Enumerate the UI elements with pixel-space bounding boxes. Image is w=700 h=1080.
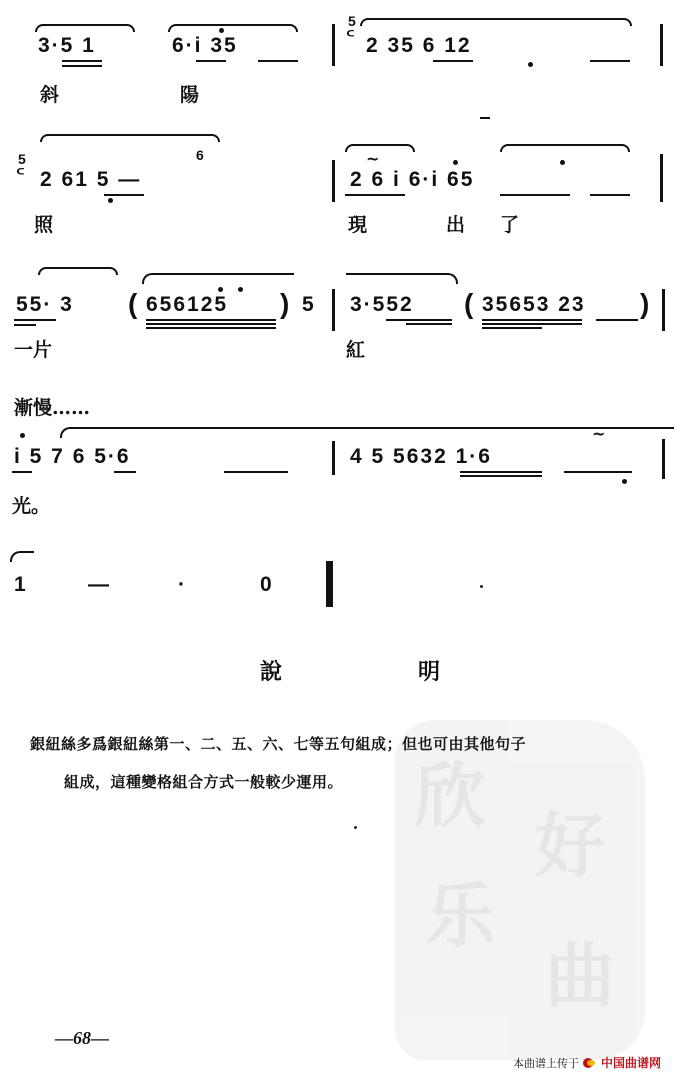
underline — [482, 327, 542, 329]
barline — [332, 24, 335, 66]
mordent-icon: ~ — [366, 149, 380, 168]
lyric: 紅 — [346, 339, 366, 361]
high-octave-dot — [238, 287, 243, 292]
underline — [146, 323, 276, 325]
underline — [196, 60, 226, 62]
underline — [564, 471, 632, 473]
underline — [590, 194, 630, 196]
barline — [332, 289, 335, 331]
grace-note: 6 — [196, 147, 204, 163]
underline — [104, 194, 144, 196]
footer-text: 本曲谱上传于 — [513, 1056, 579, 1070]
speck — [480, 585, 483, 588]
note-group: 656125 — [146, 293, 229, 316]
lyric: 一片 — [14, 339, 53, 361]
grace-note: 5 — [18, 151, 26, 167]
explanation-line-1: 銀紐絲多爲銀紐絲第一、二、五、六、七等五句組成；但也可由其他句子 — [30, 735, 527, 753]
grace-note: 5 — [348, 13, 356, 29]
low-octave-dot — [108, 198, 113, 203]
dash-mark — [480, 117, 490, 119]
underline — [500, 194, 570, 196]
slur — [38, 267, 118, 275]
open-paren: ( — [464, 288, 474, 319]
score-row-3 — [0, 265, 700, 375]
qupu-logo-icon — [583, 1057, 597, 1069]
lyric: 出 — [446, 214, 466, 236]
note-group: 3·5 1 — [38, 34, 96, 57]
note-group: 2 6 i 6·i 65 — [350, 168, 475, 191]
high-octave-dot — [219, 28, 224, 33]
tempo-mark: 漸慢…… — [14, 397, 91, 419]
score-row-2 — [0, 130, 700, 240]
high-octave-dot — [453, 160, 458, 165]
lyric: 了 — [500, 214, 520, 236]
underline — [345, 194, 405, 196]
underline — [590, 60, 630, 62]
note-group: 1 — [14, 573, 28, 596]
barline — [662, 289, 665, 331]
high-octave-dot — [20, 433, 25, 438]
underline — [62, 65, 102, 67]
lyric: 照 — [34, 214, 54, 236]
underline — [386, 319, 452, 321]
explanation-line-2: 組成，這種變格組合方式一般較少運用。 — [64, 773, 344, 791]
lyric: 斜 — [40, 84, 60, 106]
section-title-char: 說 — [260, 659, 283, 685]
watermark-seal: 欣 好 乐 曲 — [395, 720, 645, 1060]
note-group: · — [178, 573, 187, 596]
slur — [60, 427, 674, 438]
slur — [40, 134, 220, 142]
underline — [12, 471, 32, 473]
slur — [35, 24, 135, 32]
grace-hook-icon: ᒼ — [346, 27, 355, 46]
page-number: —68— — [55, 1028, 109, 1048]
underline — [482, 323, 582, 325]
score-row-5 — [0, 545, 700, 615]
barline — [332, 160, 335, 202]
slur — [360, 18, 632, 26]
note-group: 55· 3 — [16, 293, 74, 316]
note-group: 5 — [302, 293, 316, 316]
lyric: 陽 — [180, 84, 200, 106]
underline — [406, 323, 452, 325]
underline — [258, 60, 298, 62]
section-title — [260, 655, 440, 686]
barline — [332, 441, 335, 475]
score-row-1 — [0, 0, 700, 110]
note-group: — — [88, 573, 111, 596]
note-group: 35653 23 — [482, 293, 586, 316]
open-paren: ( — [128, 288, 138, 319]
note-group: 6·i 35 — [172, 34, 238, 57]
underline — [460, 471, 542, 473]
score-row-4 — [0, 395, 700, 525]
close-paren: ) — [640, 288, 650, 319]
low-octave-dot — [528, 62, 533, 67]
high-octave-dot — [218, 287, 223, 292]
barline — [660, 24, 663, 66]
note-group: 2 61 5 — — [40, 168, 142, 191]
lyric: 光。 — [12, 495, 51, 517]
note-group: i 5 7 6 5·6 — [14, 445, 131, 468]
underline — [460, 475, 542, 477]
note-group: 4 5 5632 1·6 — [350, 445, 492, 468]
underline — [596, 319, 638, 321]
underline — [14, 324, 36, 326]
barline — [660, 154, 663, 202]
slur — [10, 551, 34, 562]
speck — [354, 826, 357, 829]
underline — [62, 60, 102, 62]
underline — [146, 319, 276, 321]
barline — [662, 439, 665, 479]
underline — [224, 471, 288, 473]
slur — [142, 273, 294, 284]
underline — [433, 60, 473, 62]
low-octave-dot — [622, 479, 627, 484]
note-group: 2 35 6 12 — [366, 34, 472, 57]
slur — [500, 144, 630, 152]
underline — [114, 471, 136, 473]
grace-hook-icon: ᒼ — [16, 165, 25, 184]
note-group: 0 — [260, 573, 274, 596]
footer-credit — [513, 1054, 661, 1071]
slur — [345, 144, 415, 152]
underline — [482, 319, 582, 321]
close-paren: ) — [280, 288, 290, 319]
final-barline — [326, 561, 333, 607]
high-octave-dot — [560, 160, 565, 165]
lyric: 現 — [348, 214, 368, 236]
underline — [146, 327, 276, 329]
slur — [168, 24, 298, 32]
mordent-icon: ~ — [592, 424, 606, 443]
footer-brand[interactable]: 中国曲谱网 — [601, 1056, 662, 1070]
section-title-char: 明 — [417, 659, 440, 685]
note-group: 3·552 — [350, 293, 414, 316]
slur — [346, 273, 458, 284]
underline — [14, 319, 56, 321]
